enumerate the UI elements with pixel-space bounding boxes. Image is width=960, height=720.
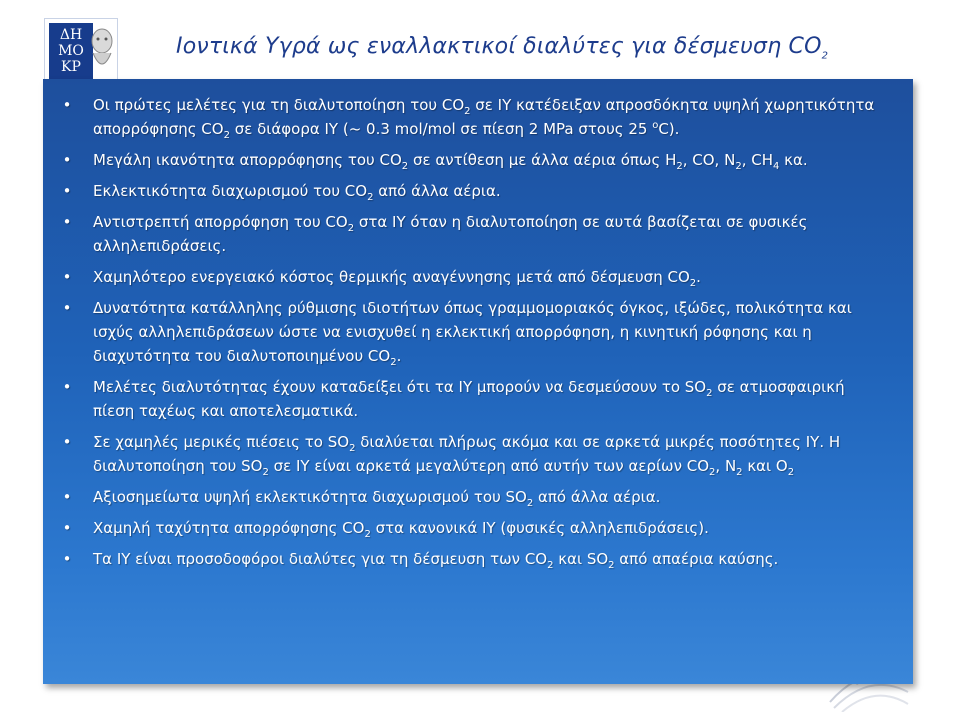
- bullet-item: [61, 485, 887, 509]
- bullet-item: [61, 210, 887, 258]
- bullet-text: Χαμηλότερο ενεργειακό κόστος θερμικής αναγέννησης μετά από δέσμευση CO: [93, 268, 690, 286]
- bullet-subscript: 2: [787, 467, 795, 478]
- bullet-item: [61, 516, 887, 540]
- bullet-list: [61, 93, 887, 571]
- bullet-subscript: 2: [464, 106, 471, 117]
- bullet-text: από άλλα αέρια.: [533, 488, 661, 506]
- bullet-text: Μεγάλη ικανότητα απορρόφησης του CO: [93, 151, 402, 169]
- university-logo-icon: [89, 25, 115, 81]
- bullet-item: [61, 148, 887, 172]
- slide-title: [176, 34, 829, 62]
- bullet-text: , N: [715, 457, 737, 475]
- bullet-text: Αντιστρεπτή απορρόφηση του CO: [93, 213, 348, 231]
- bullet-subscript: 2: [547, 560, 554, 571]
- bullet-subscript: 2: [223, 130, 230, 141]
- bullet-text: Εκλεκτικότητα διαχωρισμού του CO: [93, 182, 368, 200]
- bullet-text: , CO, N: [682, 151, 736, 169]
- bullet-subscript: 2: [262, 467, 269, 478]
- bullet-dot-icon: •: [62, 378, 72, 396]
- bullet-subscript: 2: [736, 467, 743, 478]
- content-panel: [43, 79, 913, 684]
- bullet-subscript: 4: [772, 161, 780, 172]
- bullet-text: στα κανονικά ΙΥ (φυσικές αλληλεπιδράσεις).: [370, 519, 709, 537]
- bullet-text: κα.: [779, 151, 808, 169]
- bullet-subscript: 2: [364, 529, 371, 540]
- bullet-dot-icon: •: [62, 268, 72, 286]
- bullet-item: [61, 547, 887, 571]
- logo-letters-line: ΔΗ: [59, 27, 83, 43]
- bullet-dot-icon: •: [62, 182, 72, 200]
- bullet-item: [61, 179, 887, 203]
- bullet-subscript: 2: [349, 443, 356, 454]
- bullet-text: σε αντίθεση με άλλα αέρια όπως H: [408, 151, 677, 169]
- bullet-subscript: 2: [347, 223, 355, 234]
- bullet-dot-icon: •: [62, 550, 72, 568]
- bullet-subscript: 2: [526, 498, 534, 509]
- bullet-item: [61, 430, 887, 478]
- university-logo: [44, 18, 118, 88]
- bullet-text: Οι πρώτες μελέτες για τη διαλυτοποίηση του CO: [93, 96, 465, 114]
- bullet-text: .: [396, 347, 402, 365]
- bullet-text: Αξιοσημείωτα υψηλή εκλεκτικότητα διαχωρισμού του SO: [93, 488, 527, 506]
- logo-letters-line: ΚΡ: [61, 59, 81, 75]
- bullet-item: [61, 375, 887, 423]
- bullet-text: σε διάφορα ΙΥ (~ 0.3 mol/mol σε πίεση 2 MPa στους 25: [229, 120, 653, 138]
- bullet-text: C).: [658, 120, 680, 138]
- bullet-item: [61, 265, 887, 289]
- bullet-text: Χαμηλή ταχύτητα απορρόφησης CO: [93, 519, 365, 537]
- bullet-text: διαλύεται πλήρως ακόμα και σε αρκετά μικρές ποσότητες ΙΥ. Η διαλυτοποίηση του SO: [93, 433, 841, 475]
- bullet-text: .: [696, 268, 701, 286]
- bullet-subscript: 2: [709, 467, 716, 478]
- bullet-subscript: 2: [390, 357, 397, 368]
- bullet-subscript: 2: [735, 161, 742, 172]
- logo-letters-line: ΜΟ: [58, 43, 84, 59]
- bullet-dot-icon: •: [62, 433, 72, 451]
- title-text: Ιοντικά Υγρά ως εναλλακτικοί διαλύτες για δέσμευση CO: [176, 34, 822, 59]
- bullet-text: και SO: [553, 550, 609, 568]
- bullet-dot-icon: •: [62, 213, 72, 231]
- logo-letters: [49, 23, 93, 81]
- bullet-item: [61, 93, 887, 141]
- bullet-subscript: 2: [608, 560, 615, 571]
- bullet-text: σε ατμοσφαιρική πίεση ταχέως και αποτελεσματικά.: [93, 378, 845, 420]
- bullet-dot-icon: •: [62, 519, 72, 537]
- bullet-subscript: 2: [689, 278, 697, 289]
- title-subscript: 2: [821, 50, 829, 62]
- bullet-subscript: 2: [676, 161, 683, 172]
- bullet-subscript: 2: [706, 388, 713, 399]
- bullet-text: και O: [742, 457, 788, 475]
- bullet-text: , CH: [741, 151, 773, 169]
- bullet-item: [61, 296, 887, 368]
- bullet-superscript: o: [652, 120, 659, 131]
- bullet-text: Δυνατότητα κατάλληλης ρύθμισης ιδιοτήτων όπως γραμμομοριακός όγκος, ιξώδες, πολικότητα και ισχύς αλληλεπιδράσεων ώστε να ενισχυθεί η εκλεκτική απορρόφηση, η κινητική ρόφησης και η διαχυτότητα του διαλυτοποιημένου CO: [93, 299, 852, 365]
- bullet-dot-icon: •: [62, 96, 72, 114]
- bullet-text: από απαέρια καύσης.: [614, 550, 779, 568]
- bullet-subscript: 2: [367, 192, 374, 203]
- bullet-text: σε ΙΥ είναι αρκετά μεγαλύτερη από αυτήν των αερίων CO: [268, 457, 710, 475]
- bullet-text: Σε χαμηλές μερικές πιέσεις το SO: [93, 433, 350, 451]
- bullet-text: σε ΙΥ κατέδειξαν απροσδόκητα υψηλή χωρητικότητα απορρόφησης CO: [93, 96, 875, 138]
- bullet-text: στα ΙΥ όταν η διαλυτοποίηση σε αυτά βασίζεται σε φυσικές αλληλεπιδράσεις.: [93, 213, 808, 255]
- bullet-dot-icon: •: [62, 151, 72, 169]
- bullet-dot-icon: •: [62, 488, 72, 506]
- bullet-text: Μελέτες διαλυτότητας έχουν καταδείξει ότι τα ΙΥ μπορούν να δεσμεύσουν το SO: [93, 378, 707, 396]
- bullet-text: Τα ΙΥ είναι προσοδοφόροι διαλύτες για τη δέσμευση των CO: [93, 550, 548, 568]
- bullet-dot-icon: •: [62, 299, 72, 317]
- bullet-subscript: 2: [401, 161, 409, 172]
- bullet-text: από άλλα αέρια.: [373, 182, 501, 200]
